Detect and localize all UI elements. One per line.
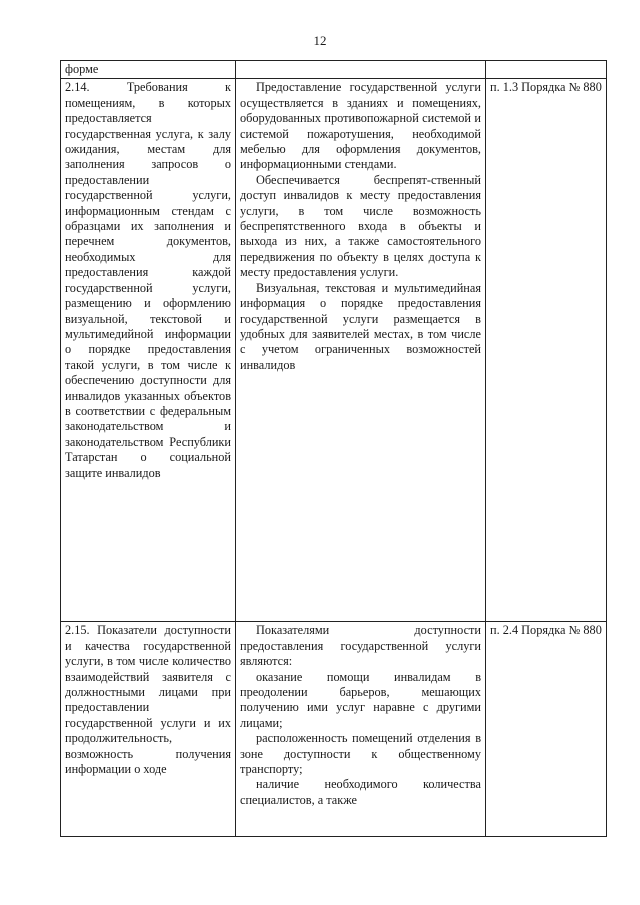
row-2-15-requirement: 2.15. Показатели доступности и качества государственной услуги, в том числе количество взаимодействий заявителя с должностными лицами при предоставлении государственной услуги и их продолжительность, возможность получения информации о ходе — [61, 622, 236, 837]
paragraph: оказание помощи инвалидам в преодолении барьеров, мешающих получению ими услуг наравне с другими лицами; — [240, 669, 481, 730]
table-row — [61, 61, 607, 79]
row-2-14-requirement: 2.14. Требования к помещениям, в которых предоставляется государственная услуга, к залу ожидания, местам для заполнения запросов о предоставлении государственной услуги, информационным стендам с образцами их заполнения и перечнем документов, необходимых для предоставления каждой государственной услуги, размещению и оформлению визуальной, текстовой и мультимедийной информации о порядке предоставления такой услуги, в том числе к обеспечению доступности для инвалидов указанных объектов в соответствии с федеральным законодательством и законодательством Республики Татарстан о социальной защите инвалидов — [61, 79, 236, 622]
row-0-col-2 — [236, 61, 486, 79]
table-row — [61, 622, 607, 837]
paragraph: расположенность помещений отделения в зоне доступности к общественному транспорту; — [240, 731, 481, 777]
paragraph: Визуальная, текстовая и мультимедийная информация о порядке предоставления государственной услуги размещается в удобных для заявителей местах, в том числе с учетом ограниченных возможностей инвалидов — [240, 280, 481, 372]
paragraph: Обеспечивается беспрепят-ственный доступ инвалидов к месту предоставления услуги, в том числе возможность беспрепятственного входа в объекты и выхода из них, а также самостоятельного передвижения по объекту в целях доступа к месту предоставления услуги. — [240, 172, 481, 280]
row-0-col-1: форме — [61, 61, 236, 79]
row-2-14-reference: п. 1.3 Порядка № 880 — [486, 79, 607, 622]
paragraph: Предоставление государственной услуги осуществляется в зданиях и помещениях, оборудованных противопожарной системой и системой пожаротушения, необходимой мебелью для оформления документов, информационными стендами. — [240, 80, 481, 172]
paragraph: наличие необходимого количества специалистов, а также — [240, 777, 481, 807]
table-row — [61, 79, 607, 622]
page-number: 12 — [313, 33, 327, 48]
row-2-15-content — [236, 622, 486, 837]
row-0-col-3 — [486, 61, 607, 79]
paragraph: Показателями доступности предоставления государственной услуги являются: — [240, 623, 481, 669]
row-2-15-reference: п. 2.4 Порядка № 880 — [486, 622, 607, 837]
row-2-14-content — [236, 79, 486, 622]
requirements-table — [60, 60, 607, 837]
